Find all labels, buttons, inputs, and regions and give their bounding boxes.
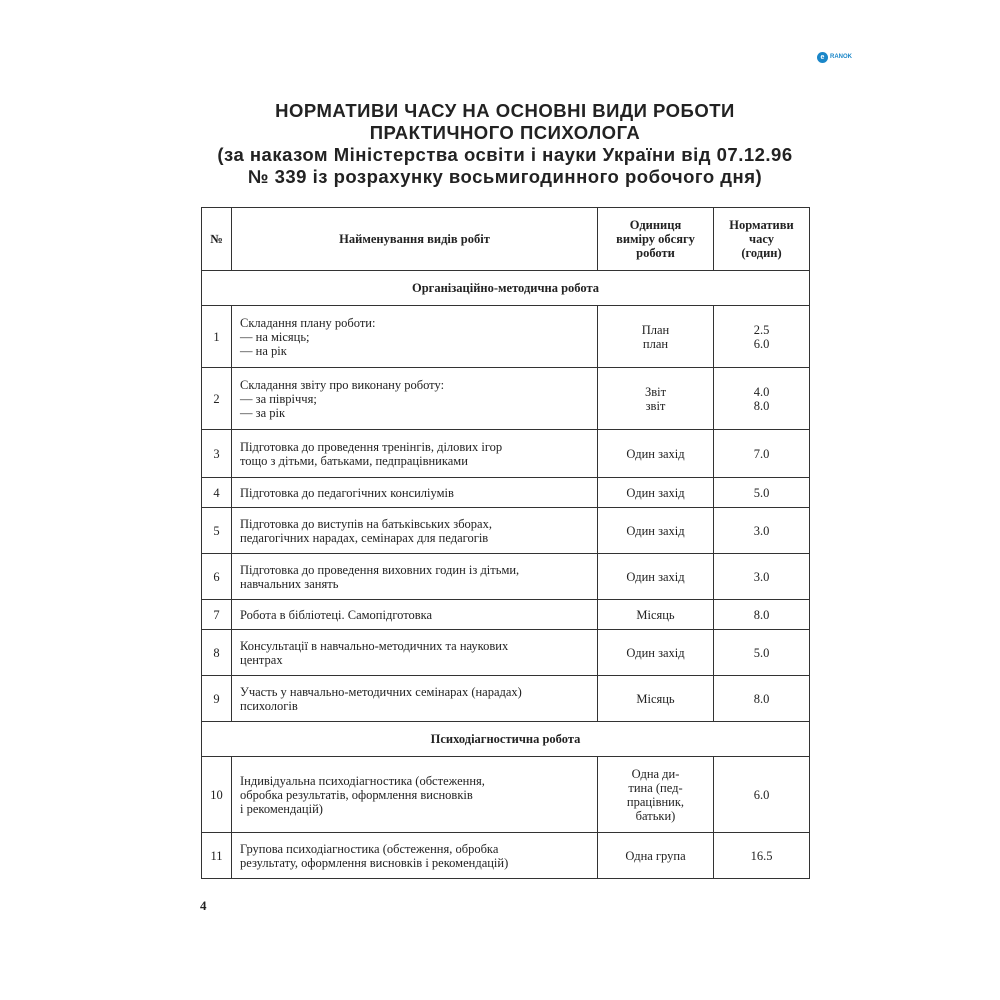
table-row bbox=[202, 478, 810, 508]
table-row bbox=[202, 600, 810, 630]
row-num: 9 bbox=[202, 676, 232, 722]
row-num: 3 bbox=[202, 430, 232, 478]
row-norm: 7.0 bbox=[714, 430, 810, 478]
row-norm: 3.0 bbox=[714, 508, 810, 554]
row-name: Складання плану роботи: — на місяць; — на рік bbox=[232, 306, 598, 368]
row-name: Підготовка до проведення тренінгів, ділових ігор тощо з дітьми, батьками, педпрацівниками bbox=[232, 430, 598, 478]
row-num: 6 bbox=[202, 554, 232, 600]
section-row bbox=[202, 722, 810, 757]
row-norm: 5.0 bbox=[714, 630, 810, 676]
table-row bbox=[202, 630, 810, 676]
row-name: Консультації в навчально-методичних та наукових центрах bbox=[232, 630, 598, 676]
title-line-4: № 339 із розрахунку восьмигодинного робочого дня) bbox=[247, 166, 763, 187]
row-num: 11 bbox=[202, 833, 232, 879]
row-name: Робота в бібліотеці. Самопідготовка bbox=[232, 600, 598, 630]
header-norm: Нормативи часу (годин) bbox=[714, 208, 810, 271]
row-name: Участь у навчально-методичних семінарах (нарадах) психологів bbox=[232, 676, 598, 722]
table-row bbox=[202, 676, 810, 722]
logo-mark: e bbox=[817, 52, 828, 63]
row-unit: Один захід bbox=[598, 430, 714, 478]
table-row bbox=[202, 368, 810, 430]
section-title-diag: Психодіагностична робота bbox=[202, 722, 810, 757]
row-num: 8 bbox=[202, 630, 232, 676]
row-norm: 8.0 bbox=[714, 676, 810, 722]
row-norm: 6.0 bbox=[714, 757, 810, 833]
row-unit: Один захід bbox=[598, 508, 714, 554]
row-name: Підготовка до виступів на батьківських зборах, педагогічних нарадах, семінарах для педагогів bbox=[232, 508, 598, 554]
header-name: Найменування видів робіт bbox=[232, 208, 598, 271]
row-name: Групова психодіагностика (обстеження, обробка результату, оформлення висновків і рекомендацій) bbox=[232, 833, 598, 879]
table-row bbox=[202, 757, 810, 833]
row-name: Складання звіту про виконану роботу: — за півріччя; — за рік bbox=[232, 368, 598, 430]
page-title bbox=[200, 100, 810, 188]
row-norm: 4.0 8.0 bbox=[714, 368, 810, 430]
table-row bbox=[202, 430, 810, 478]
row-unit: Одна група bbox=[598, 833, 714, 879]
row-name: Підготовка до педагогічних консиліумів bbox=[232, 478, 598, 508]
row-unit: План план bbox=[598, 306, 714, 368]
header-unit: Одиниця виміру обсягу роботи bbox=[598, 208, 714, 271]
section-row bbox=[202, 271, 810, 306]
header-num: № bbox=[202, 208, 232, 271]
title-line-2: ПРАКТИЧНОГО ПСИХОЛОГА bbox=[369, 122, 641, 143]
table-row bbox=[202, 306, 810, 368]
row-unit: Один захід bbox=[598, 554, 714, 600]
table-row bbox=[202, 833, 810, 879]
row-unit: Місяць bbox=[598, 676, 714, 722]
section-title-org: Організаційно-методична робота bbox=[202, 271, 810, 306]
row-norm: 3.0 bbox=[714, 554, 810, 600]
title-line-3: (за наказом Міністерства освіти і науки України від 07.12.96 bbox=[217, 144, 793, 165]
row-unit: Місяць bbox=[598, 600, 714, 630]
row-num: 1 bbox=[202, 306, 232, 368]
table-row bbox=[202, 508, 810, 554]
row-name: Індивідуальна психодіагностика (обстеження, обробка результатів, оформлення висновків і рекомендацій) bbox=[232, 757, 598, 833]
title-line-1: НОРМАТИВИ ЧАСУ НА ОСНОВНІ ВИДИ РОБОТИ bbox=[275, 100, 735, 121]
table-header-row bbox=[202, 208, 810, 271]
publisher-logo bbox=[817, 50, 852, 64]
row-norm: 2.5 6.0 bbox=[714, 306, 810, 368]
logo-text: RANOK bbox=[830, 54, 852, 60]
norms-table bbox=[201, 207, 810, 879]
row-num: 7 bbox=[202, 600, 232, 630]
row-unit: Один захід bbox=[598, 478, 714, 508]
row-num: 10 bbox=[202, 757, 232, 833]
row-name: Підготовка до проведення виховних годин із дітьми, навчальних занять bbox=[232, 554, 598, 600]
row-unit: Один захід bbox=[598, 630, 714, 676]
page-number: 4 bbox=[200, 898, 207, 913]
table-row bbox=[202, 554, 810, 600]
row-unit: Одна ди- тина (пед- працівник, батьки) bbox=[598, 757, 714, 833]
row-norm: 8.0 bbox=[714, 600, 810, 630]
row-num: 5 bbox=[202, 508, 232, 554]
row-norm: 5.0 bbox=[714, 478, 810, 508]
row-num: 2 bbox=[202, 368, 232, 430]
row-norm: 16.5 bbox=[714, 833, 810, 879]
row-num: 4 bbox=[202, 478, 232, 508]
row-unit: Звіт звіт bbox=[598, 368, 714, 430]
